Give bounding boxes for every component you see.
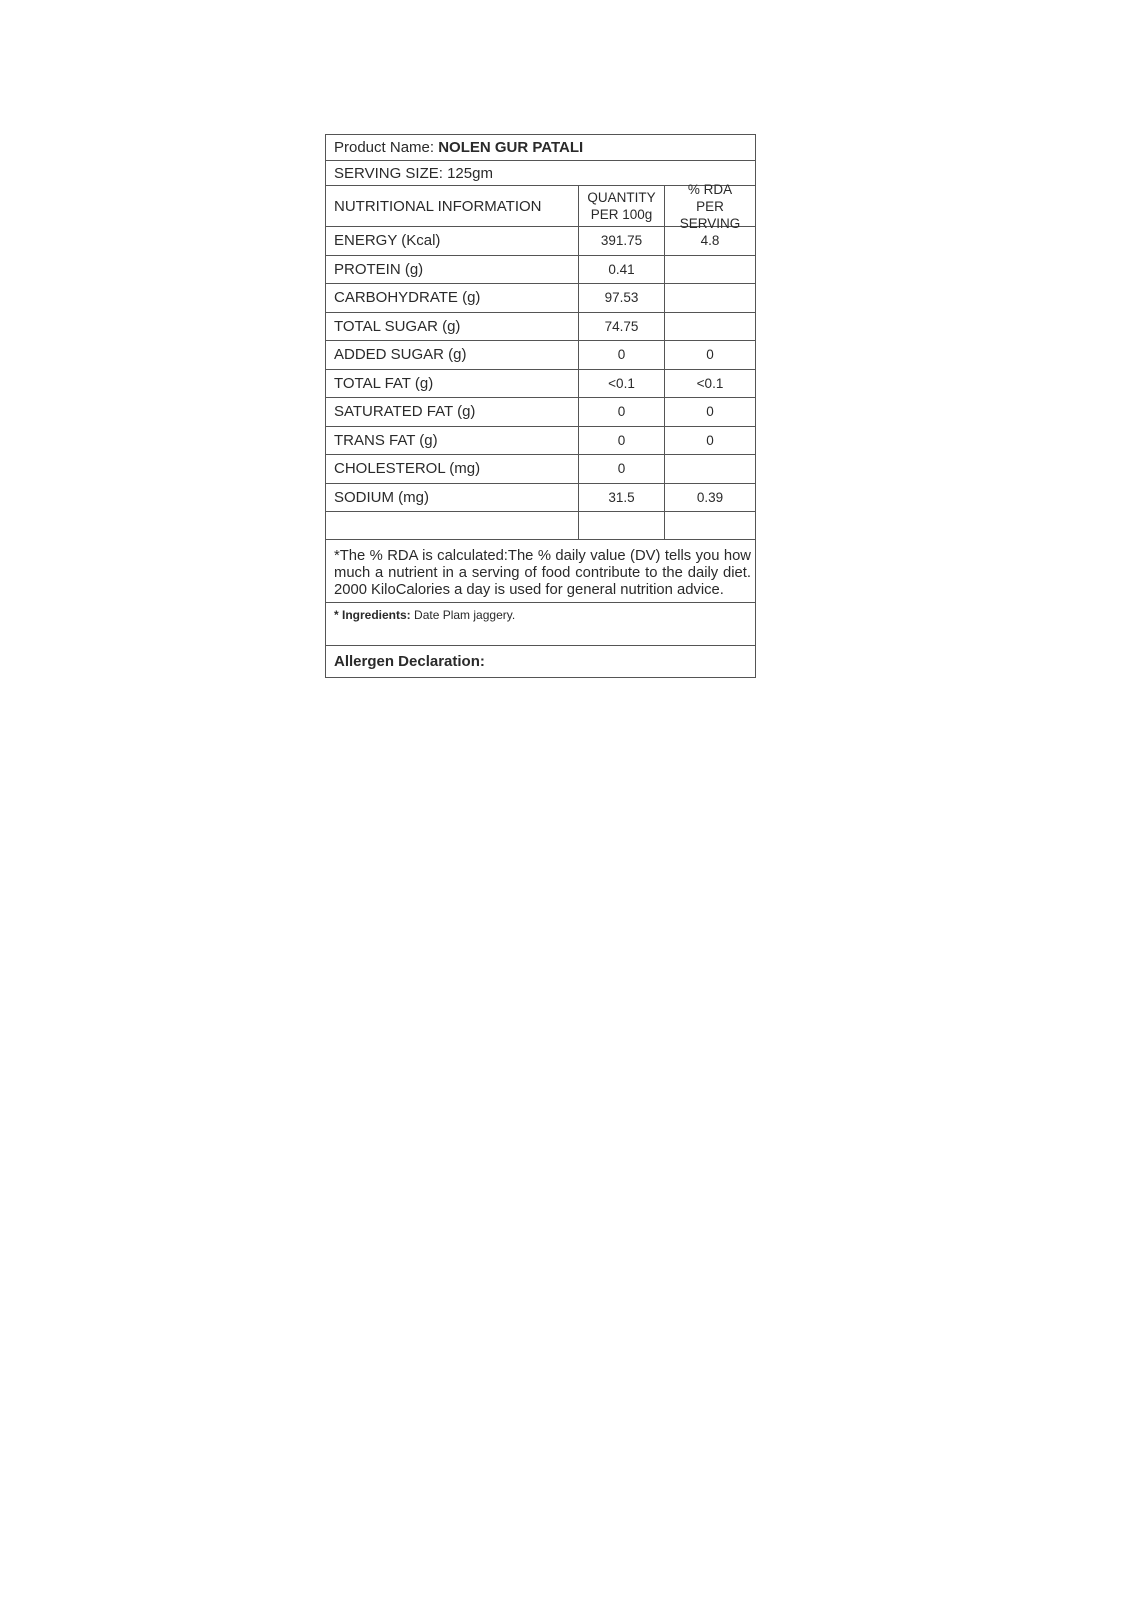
- rda-header-line1: % RDA: [687, 181, 733, 197]
- nutrient-name: CARBOHYDRATE (g): [326, 284, 579, 312]
- product-name-value: NOLEN GUR PATALI: [438, 139, 584, 156]
- empty-cell: [665, 512, 755, 539]
- nutrient-name: TOTAL FAT (g): [326, 370, 579, 398]
- nutrient-name: TOTAL SUGAR (g): [326, 313, 579, 341]
- nutrient-rda: 4.8: [700, 233, 720, 249]
- nutrient-quantity: <0.1: [579, 370, 665, 398]
- table-row: [326, 370, 755, 399]
- quantity-header-line1: QUANTITY: [587, 190, 656, 205]
- product-name-row: [326, 135, 755, 161]
- table-row: [326, 455, 755, 484]
- allergen-declaration: Allergen Declaration:: [334, 653, 485, 670]
- table-row: [326, 313, 755, 342]
- table-row: [326, 256, 755, 285]
- ingredients-value: Date Plam jaggery.: [410, 608, 516, 622]
- rda-header: [665, 181, 755, 231]
- nutrient-rda: 0: [706, 404, 714, 420]
- nutritional-information-header: NUTRITIONAL INFORMATION: [326, 186, 579, 226]
- table-row: [326, 427, 755, 456]
- product-name: [326, 135, 755, 160]
- ingredients-row: [326, 603, 755, 646]
- nutrient-name: PROTEIN (g): [326, 256, 579, 284]
- table-row: [326, 227, 755, 256]
- table-row: [326, 484, 755, 513]
- nutrient-rda: [665, 284, 755, 312]
- nutrient-name: CHOLESTEROL (mg): [326, 455, 579, 483]
- quantity-header: [579, 186, 665, 226]
- nutrient-name: ENERGY (Kcal): [326, 227, 579, 255]
- nutrient-name: ADDED SUGAR (g): [326, 341, 579, 369]
- table-row: [326, 341, 755, 370]
- empty-cell: [579, 512, 665, 539]
- quantity-header-line2: PER 100g: [590, 207, 653, 222]
- nutrient-rda: <0.1: [696, 375, 724, 391]
- nutrient-quantity: 0: [579, 427, 665, 455]
- table-header-row: [326, 181, 755, 231]
- ingredients-label: * Ingredients:: [334, 608, 411, 622]
- nutrient-quantity: 74.75: [579, 313, 665, 341]
- nutrient-quantity: 97.53: [579, 284, 665, 312]
- nutrient-rda: 0: [706, 347, 714, 363]
- nutrient-quantity: 0: [579, 341, 665, 369]
- empty-table-row: [326, 512, 755, 540]
- nutrient-name: SODIUM (mg): [326, 484, 579, 512]
- nutrient-rda: [665, 455, 755, 483]
- nutrient-name: TRANS FAT (g): [326, 427, 579, 455]
- nutrient-rda: [665, 313, 755, 341]
- nutrient-quantity: 0: [579, 455, 665, 483]
- nutrient-quantity: 0.41: [579, 256, 665, 284]
- nutrient-rda: 0.39: [696, 489, 724, 505]
- rda-header-line2: PER SERVING: [679, 198, 741, 231]
- table-row: [326, 284, 755, 313]
- table-row: [326, 398, 755, 427]
- nutrition-label: [325, 134, 756, 678]
- nutrient-name: SATURATED FAT (g): [326, 398, 579, 426]
- nutrient-quantity: 391.75: [579, 227, 665, 255]
- nutrient-rda: 0: [706, 432, 714, 448]
- empty-cell: [326, 512, 579, 539]
- nutrient-rda: [665, 256, 755, 284]
- product-name-label: Product Name:: [334, 139, 439, 156]
- rda-note: *The % RDA is calculated:The % daily value (DV) tells you how much a nutrient in a serving of food contribute to the daily diet. 2000 KiloCalories a day is used for general nutrition advice.: [326, 540, 755, 603]
- nutrient-quantity: 31.5: [579, 484, 665, 512]
- nutrient-quantity: 0: [579, 398, 665, 426]
- serving-size: SERVING SIZE: 125gm: [334, 164, 493, 182]
